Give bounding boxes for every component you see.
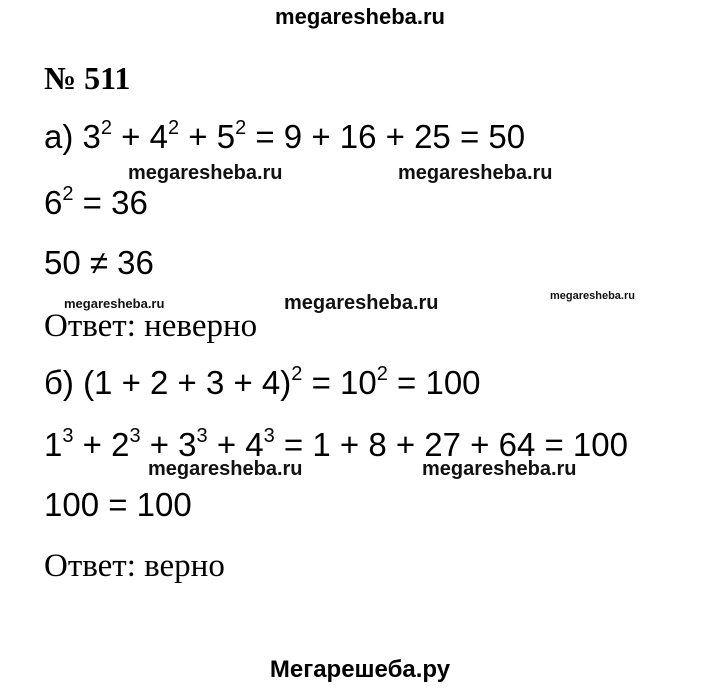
part-a-marker: а) — [44, 118, 74, 155]
header-site-name: megaresheba.ru — [275, 4, 445, 29]
part-b-expression: $(1 + 2 + 3 + 4)^2 = 10^2 = 100$ — [83, 363, 481, 401]
watermark: megaresheba.ru — [148, 458, 303, 480]
part-b-marker: б) — [44, 364, 74, 401]
part-a-answer: Ответ: неверно — [44, 308, 258, 344]
watermark: megaresheba.ru — [284, 292, 439, 314]
footer-site-name: Мегарешеба.ру — [269, 656, 451, 683]
part-b-line-1 — [44, 363, 481, 401]
part-a-line-3: 50 ≠ 36 — [44, 244, 154, 281]
watermark: megaresheba.ru — [128, 162, 283, 184]
part-a-expression: $3^2 + 4^2 + 5^2 = 9 + 16 + 25 = 50$ — [82, 117, 526, 155]
part-b-line-3: 100 = 100 — [44, 486, 192, 523]
part-a-line-1 — [44, 117, 526, 155]
watermark: megaresheba.ru — [398, 162, 553, 184]
watermark: megaresheba.ru — [422, 458, 577, 480]
problem-number: № 511 — [44, 60, 131, 96]
part-a-line-2: $6^2 = 36$ — [44, 183, 148, 221]
watermark: megaresheba.ru — [550, 290, 635, 302]
watermark: megaresheba.ru — [64, 296, 165, 311]
part-b-line-2: $1^3 + 2^3 + 3^3 + 4^3 = 1 + 8 + 27 + 64 = 100$ — [44, 425, 628, 463]
part-b-answer: Ответ: верно — [44, 548, 225, 584]
